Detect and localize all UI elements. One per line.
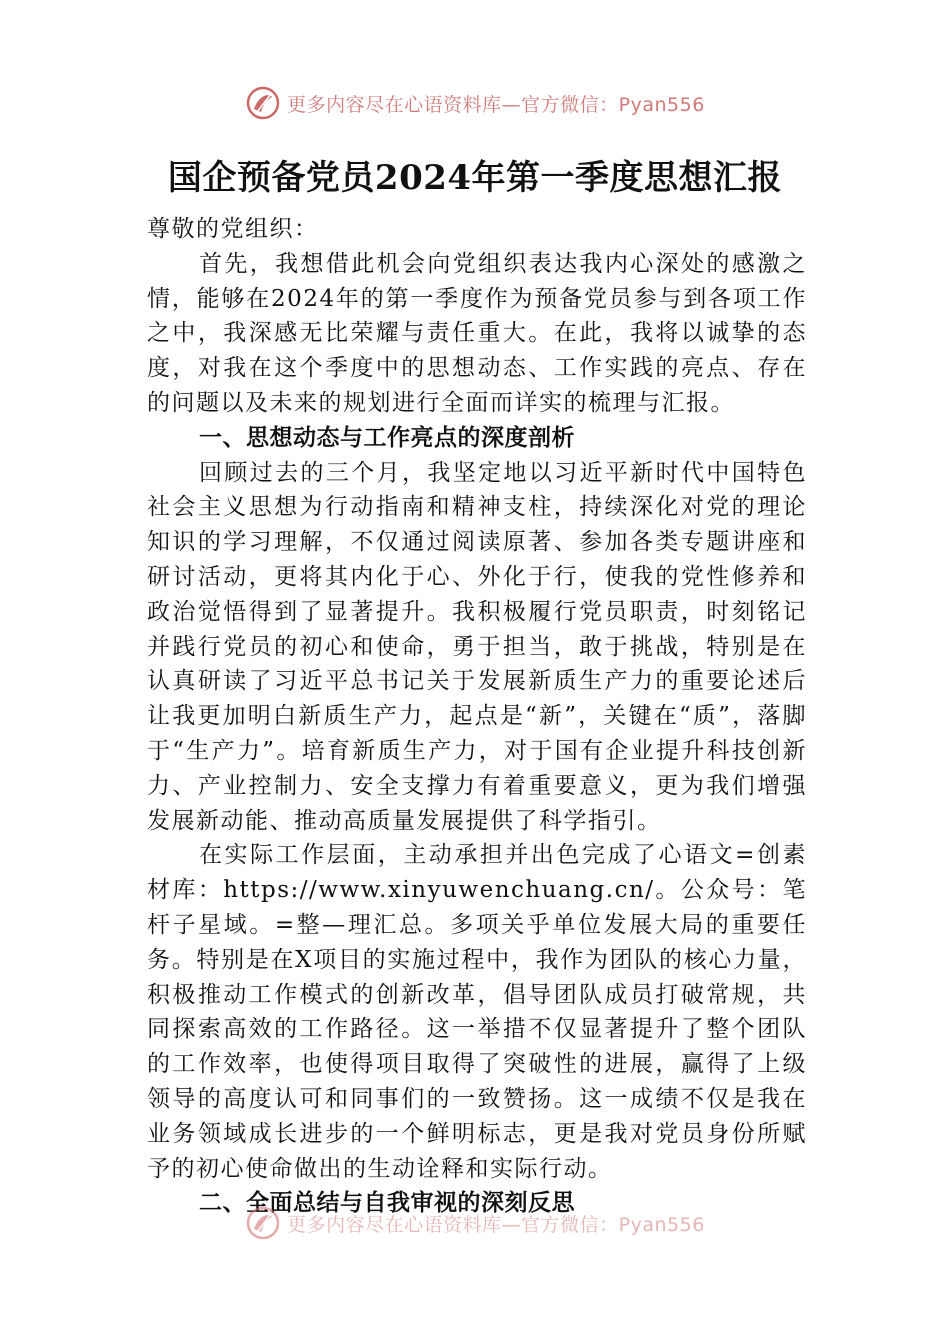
section-heading-1: 一、思想动态与工作亮点的深度剖析 [199,424,575,451]
watermark-text: 更多内容尽在心语资料库—官方微信：Pyan556 [287,93,705,116]
watermark-header [0,83,950,123]
document-body [147,212,807,1221]
watermark-text: 更多内容尽在心语资料库—官方微信：Pyan556 [287,1213,705,1236]
watermark-footer [0,1203,950,1243]
section-1-paragraph-2: 在实际工作层面，主动承担并出色完成了心语文=创素材库：https://www.xinyuwenchuang.cn/。公众号：笔杆子星域。=整—理汇总。多项关乎单位发展大局的重要任务。特别是在X项目的实施过程中，我作为团队的核心力量，积极推动工作模式的创新改革，倡导团队成员打破常规，共同探索高效的工作路径。这一举措不仅显著提升了整个团队的工作效率，也使得项目取得了突破性的进展，赢得了上级领导的高度认可和同事们的一致赞扬。这一成绩不仅是我在业务领域成长进步的一个鲜明标志，更是我对党员身份所赋予的初心使命做出的生动诠释和实际行动。 [147,842,807,1182]
salutation: 尊敬的党组织： [147,216,319,242]
section-heading-2: 二、全面总结与自我审视的深刻反思 [199,1190,575,1217]
document-title: 国企预备党员2024年第一季度思想汇报 [167,158,783,198]
logo-icon [245,85,281,121]
logo-icon [245,1205,281,1241]
section-1-paragraph-1: 回顾过去的三个月，我坚定地以习近平新时代中国特色社会主义思想为行动指南和精神支柱，持续深化对党的理论知识的学习理解，不仅通过阅读原著、参加各类专题讲座和研讨活动，更将其内化于心、外化于行，使我的党性修养和政治觉悟得到了显著提升。我积极履行党员职责，时刻铭记并践行党员的初心和使命，勇于担当，敢于挑战，特别是在认真研读了习近平总书记关于发展新质生产力的重要论述后让我更加明白新质生产力，起点是“新”，关键在“质”，落脚于“生产力”。培育新质生产力，对于国有企业提升科技创新力、产业控制力、安全支撑力有着重要意义，更为我们增强发展新动能、推动高质量发展提供了科学指引。 [147,459,807,834]
intro-paragraph: 首先，我想借此机会向党组织表达我内心深处的感激之情，能够在2024年的第一季度作为预备党员参与到各项工作之中，我深感无比荣耀与责任重大。在此，我将以诚挚的态度，对我在这个季度中的思想动态、工作实践的亮点、存在的问题以及未来的规划进行全面而详实的梳理与汇报。 [147,250,807,416]
